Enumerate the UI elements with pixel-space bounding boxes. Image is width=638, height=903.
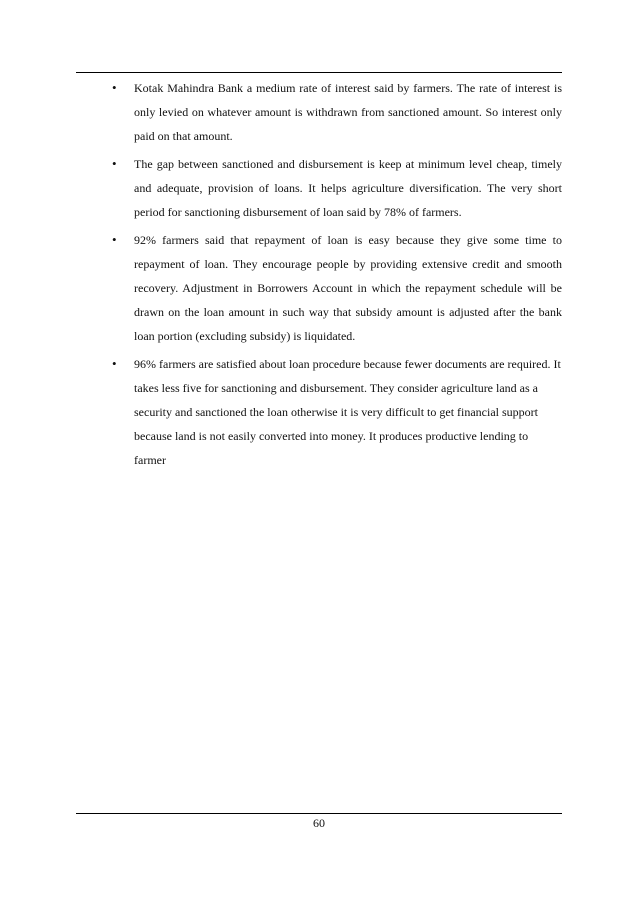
header-rule	[76, 72, 562, 73]
list-item-text: 92% farmers said that repayment of loan is easy because they give some time to repayment of loan. They encourage people by providing extensive credit and smooth recovery. Adjustment in Borrowers Account in which the repayment schedule will be drawn on the loan amount in such way that subsidy amount is adjusted after the bank loan portion (excluding subsidy) is liquidated.	[134, 233, 562, 343]
list-item	[112, 152, 562, 224]
list-item	[112, 76, 562, 148]
bullet-marker: •	[112, 356, 117, 371]
bullet-marker: •	[112, 80, 117, 95]
bullet-marker: •	[112, 156, 117, 171]
footer-rule	[76, 813, 562, 814]
list-item-text: The gap between sanctioned and disbursement is keep at minimum level cheap, timely and adequate, provision of loans. It helps agriculture diversification. The very short period for sanctioning disbursement of loan said by 78% of farmers.	[134, 157, 562, 219]
bullet-marker: •	[112, 232, 117, 247]
list-item	[112, 352, 562, 472]
list-item	[112, 228, 562, 348]
list-item-text: 96% farmers are satisfied about loan procedure because fewer documents are required. It takes less five for sanctioning and disbursement. They consider agriculture land as a security and sanctioned the loan otherwise it is very difficult to get financial support because land is not easily converted into money. It produces productive lending to farmer	[134, 357, 561, 467]
list-item-text: Kotak Mahindra Bank a medium rate of interest said by farmers. The rate of interest is only levied on whatever amount is withdrawn from sanctioned amount. So interest only paid on that amount.	[134, 81, 562, 143]
bullet-list	[112, 76, 562, 476]
page-number: 60	[313, 816, 325, 830]
